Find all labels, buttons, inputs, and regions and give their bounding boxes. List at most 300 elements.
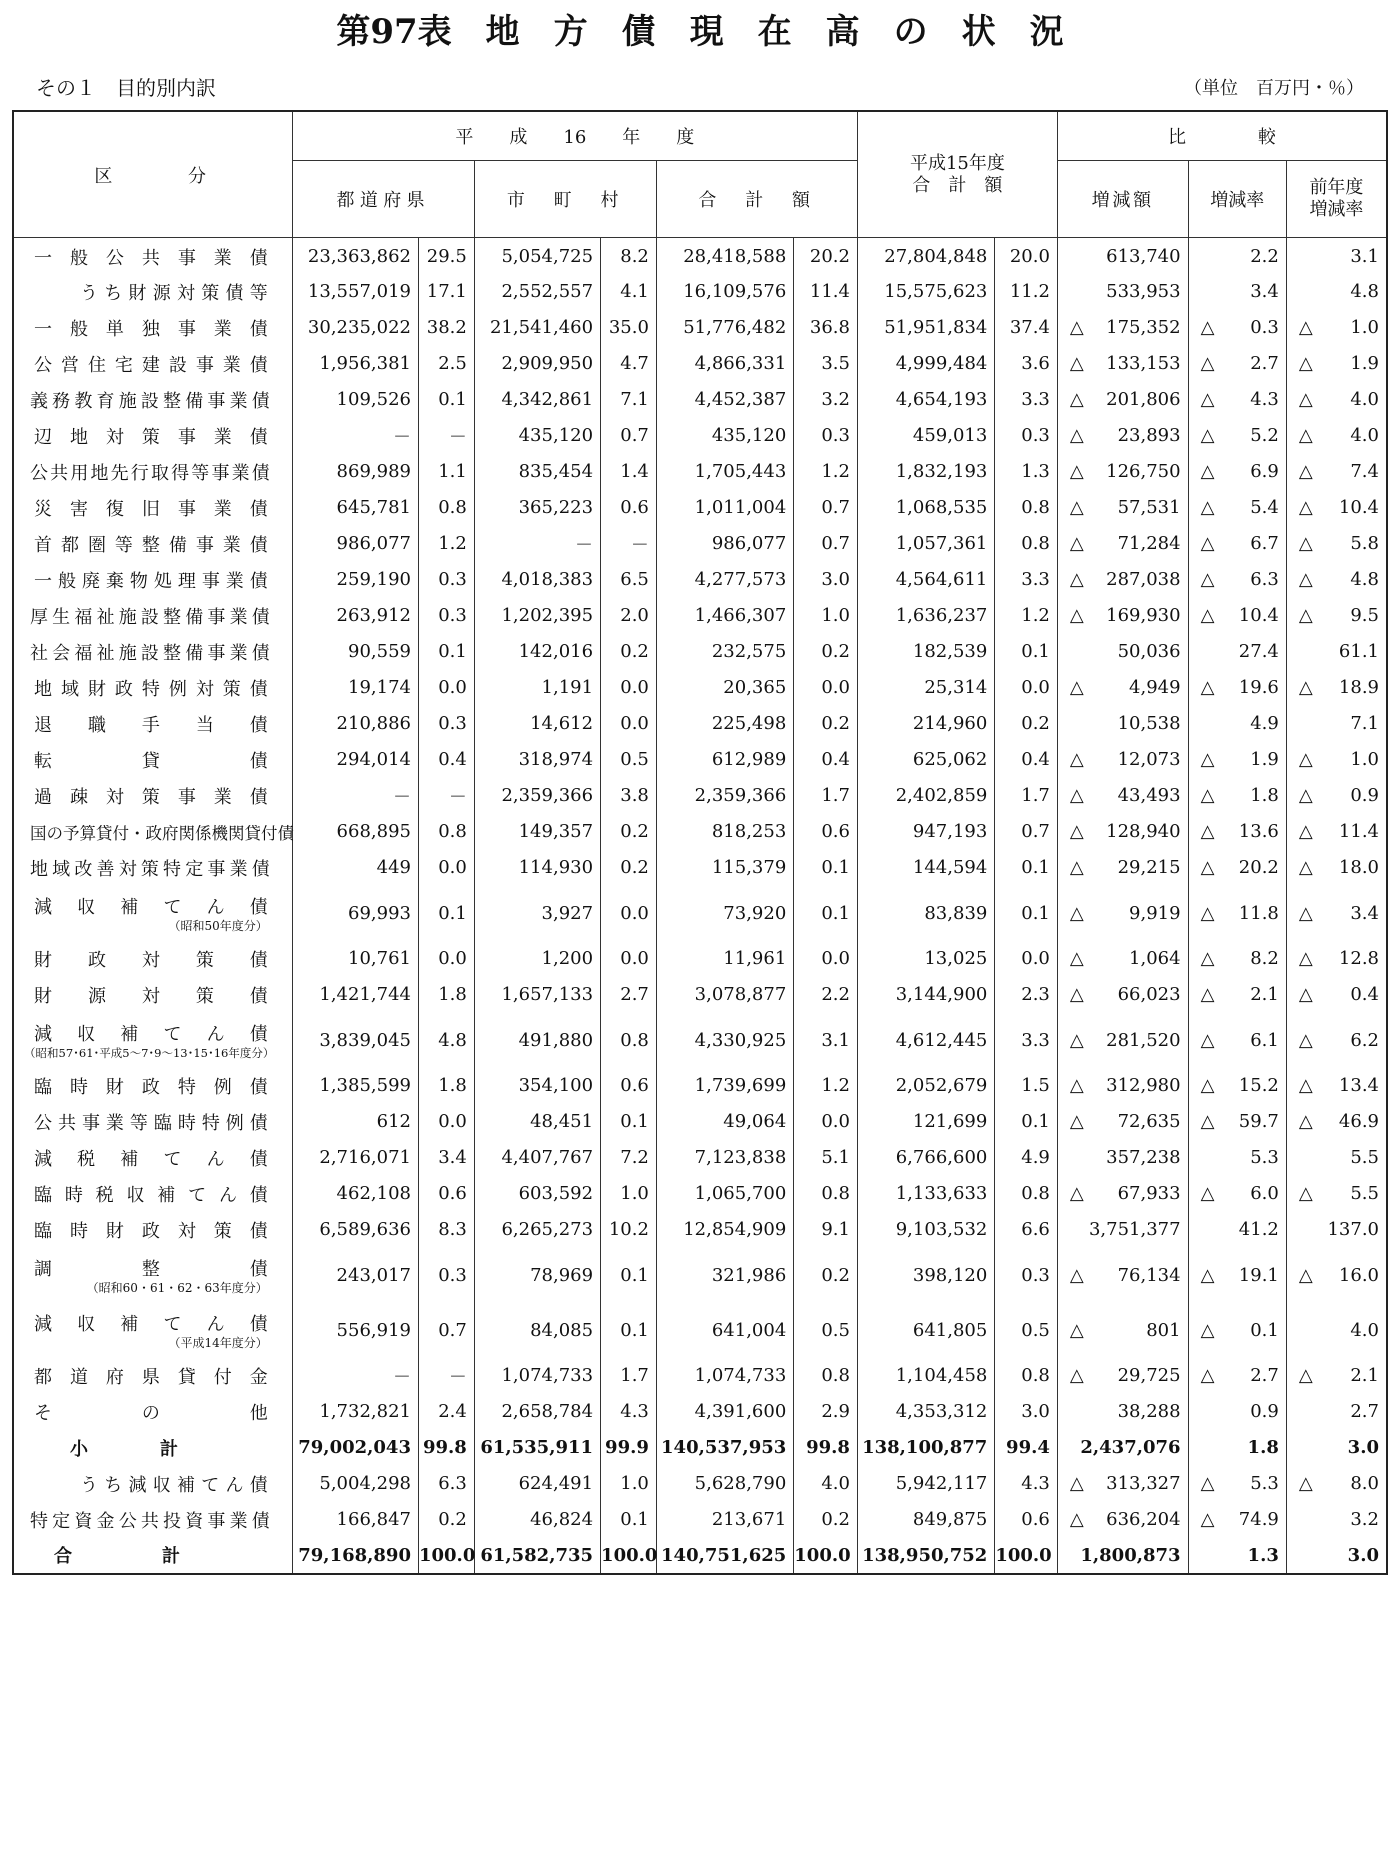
cell-total: 1,011,004 xyxy=(656,490,793,526)
negative-mark: △ xyxy=(1069,1075,1084,1096)
cell-pref-pct: 0.1 xyxy=(418,886,474,941)
negative-mark: △ xyxy=(1200,605,1215,626)
negative-value: 133,153 xyxy=(1106,353,1181,374)
cell-total: 16,109,576 xyxy=(656,274,793,310)
cell-prev-pct: 37.4 xyxy=(995,310,1058,346)
cell-pref: 69,993 xyxy=(292,886,418,941)
table-row xyxy=(13,1430,1387,1466)
cell-prev: 849,875 xyxy=(857,1502,994,1538)
negative-mark: △ xyxy=(1200,1111,1215,1132)
cell-prev: 9,103,532 xyxy=(857,1212,994,1248)
table-row xyxy=(13,1248,1387,1303)
row-label: 一般単独事業債 xyxy=(13,310,292,346)
negative-value: 76,134 xyxy=(1117,1264,1181,1286)
cell-prev-rate: 2.7 xyxy=(1286,1394,1387,1430)
negative-value: 6.3 xyxy=(1250,569,1279,590)
row-label-note: （昭和57･61･平成5～7･9～13･15･16年度分） xyxy=(24,1046,275,1060)
cell-pref: 30,235,022 xyxy=(292,310,418,346)
cell-prev-rate xyxy=(1286,1248,1387,1303)
negative-mark: △ xyxy=(1069,984,1084,1005)
cell-pref-pct: 0.8 xyxy=(418,814,474,850)
negative-value: 6.7 xyxy=(1250,533,1279,554)
cell-prev-rate: 137.0 xyxy=(1286,1212,1387,1248)
cell-total: 1,466,307 xyxy=(656,598,793,634)
cell-prev-pct: 0.0 xyxy=(995,941,1058,977)
cell-total: 4,330,925 xyxy=(656,1013,793,1068)
cell-diff: 533,953 xyxy=(1057,274,1188,310)
cell-muni-pct: 2.7 xyxy=(601,977,657,1013)
cell-muni-pct: 35.0 xyxy=(601,310,657,346)
negative-mark: △ xyxy=(1069,533,1084,554)
cell-muni-pct: 0.1 xyxy=(601,1502,657,1538)
table-row xyxy=(13,670,1387,706)
cell-total: 435,120 xyxy=(656,418,793,454)
negative-value: 66,023 xyxy=(1117,984,1181,1005)
cell-rate xyxy=(1188,977,1286,1013)
negative-value: 46.9 xyxy=(1338,1111,1379,1132)
negative-value: 10.4 xyxy=(1238,605,1279,626)
cell-muni: 491,880 xyxy=(474,1013,600,1068)
negative-mark: △ xyxy=(1069,902,1084,924)
cell-rate: 3.4 xyxy=(1188,274,1286,310)
cell-pref: 645,781 xyxy=(292,490,418,526)
row-label-main: 減収補てん債 xyxy=(34,1314,268,1335)
negative-mark: △ xyxy=(1298,821,1313,842)
cell-pref: 556,919 xyxy=(292,1303,418,1358)
cell-total-pct: 2.2 xyxy=(794,977,858,1013)
negative-value: 5.4 xyxy=(1250,497,1279,518)
negative-mark: △ xyxy=(1298,389,1313,410)
cell-prev-rate: 3.2 xyxy=(1286,1502,1387,1538)
cell-muni: 2,909,950 xyxy=(474,346,600,382)
cell-diff xyxy=(1057,562,1188,598)
cell-pref-pct: 0.8 xyxy=(418,490,474,526)
cell-pref: 1,421,744 xyxy=(292,977,418,1013)
cell-prev-pct: 0.1 xyxy=(995,634,1058,670)
header-change: 増減額 xyxy=(1057,161,1188,238)
cell-muni-pct: 7.1 xyxy=(601,382,657,418)
cell-pref-pct: 0.3 xyxy=(418,598,474,634)
cell-prev-pct: 0.1 xyxy=(995,886,1058,941)
table-row xyxy=(13,1538,1387,1574)
cell-diff xyxy=(1057,418,1188,454)
negative-mark: △ xyxy=(1298,1183,1313,1204)
negative-mark: △ xyxy=(1200,353,1215,374)
cell-pref-pct: 1.8 xyxy=(418,1068,474,1104)
cell-muni-pct: 0.2 xyxy=(601,850,657,886)
cell-rate xyxy=(1188,886,1286,941)
negative-value: 16.0 xyxy=(1338,1264,1379,1286)
cell-prev-pct: 0.5 xyxy=(995,1303,1058,1358)
cell-rate xyxy=(1188,346,1286,382)
cell-diff xyxy=(1057,814,1188,850)
cell-total: 5,628,790 xyxy=(656,1466,793,1502)
negative-mark: △ xyxy=(1200,1473,1215,1494)
negative-value: 2.1 xyxy=(1350,1365,1379,1386)
cell-pref: 869,989 xyxy=(292,454,418,490)
cell-prev-rate xyxy=(1286,490,1387,526)
negative-mark: △ xyxy=(1200,1319,1215,1341)
cell-pref: 79,168,890 xyxy=(292,1538,418,1574)
cell-diff: 38,288 xyxy=(1057,1394,1188,1430)
cell-prev-rate: 61.1 xyxy=(1286,634,1387,670)
cell-pref-pct: 1.1 xyxy=(418,454,474,490)
negative-mark: △ xyxy=(1069,569,1084,590)
cell-total-pct: 3.1 xyxy=(794,1013,858,1068)
cell-total-pct: 0.8 xyxy=(794,1176,858,1212)
negative-value: 7.4 xyxy=(1350,461,1379,482)
negative-mark: △ xyxy=(1298,1473,1313,1494)
table-row xyxy=(13,706,1387,742)
negative-mark: △ xyxy=(1298,1365,1313,1386)
cell-total: 232,575 xyxy=(656,634,793,670)
negative-value: 2.7 xyxy=(1250,353,1279,374)
cell-prev: 27,804,848 xyxy=(857,238,994,274)
cell-muni: － xyxy=(474,526,600,562)
row-label: 一般公共事業債 xyxy=(13,238,292,274)
cell-muni-pct: 1.7 xyxy=(601,1358,657,1394)
cell-diff xyxy=(1057,977,1188,1013)
cell-diff: 2,437,076 xyxy=(1057,1430,1188,1466)
cell-prev-pct: 11.2 xyxy=(995,274,1058,310)
cell-prev: 13,025 xyxy=(857,941,994,977)
cell-diff xyxy=(1057,1013,1188,1068)
negative-mark: △ xyxy=(1298,497,1313,518)
unit-note: （単位 百万円・％） xyxy=(1184,78,1364,99)
cell-total: 20,365 xyxy=(656,670,793,706)
table-row xyxy=(13,1358,1387,1394)
negative-value: 4,949 xyxy=(1129,677,1181,698)
cell-muni-pct: 0.0 xyxy=(601,706,657,742)
negative-value: 1.8 xyxy=(1250,785,1279,806)
cell-rate xyxy=(1188,670,1286,706)
cell-rate xyxy=(1188,814,1286,850)
negative-value: 43,493 xyxy=(1117,785,1181,806)
cell-muni: 4,342,861 xyxy=(474,382,600,418)
cell-prev-rate: 3.0 xyxy=(1286,1430,1387,1466)
cell-prev-rate xyxy=(1286,941,1387,977)
cell-total: 2,359,366 xyxy=(656,778,793,814)
cell-total: 49,064 xyxy=(656,1104,793,1140)
cell-total-pct: 11.4 xyxy=(794,274,858,310)
cell-pref-pct: 17.1 xyxy=(418,274,474,310)
negative-mark: △ xyxy=(1069,1029,1084,1051)
cell-total: 4,866,331 xyxy=(656,346,793,382)
negative-mark: △ xyxy=(1069,425,1084,446)
cell-total-pct: 0.1 xyxy=(794,886,858,941)
cell-prev: 1,104,458 xyxy=(857,1358,994,1394)
cell-muni-pct: 0.0 xyxy=(601,941,657,977)
cell-prev-rate xyxy=(1286,454,1387,490)
cell-pref-pct: 0.4 xyxy=(418,742,474,778)
cell-prev-rate xyxy=(1286,886,1387,941)
row-label xyxy=(13,886,292,941)
table-row xyxy=(13,1013,1387,1068)
cell-prev-pct: 99.4 xyxy=(995,1430,1058,1466)
cell-prev-pct: 3.0 xyxy=(995,1394,1058,1430)
table-row xyxy=(13,1212,1387,1248)
cell-prev: 15,575,623 xyxy=(857,274,994,310)
row-label-main: 減収補てん債 xyxy=(34,897,268,918)
negative-value: 175,352 xyxy=(1106,317,1181,338)
cell-prev-pct: 0.2 xyxy=(995,706,1058,742)
cell-prev-pct: 3.3 xyxy=(995,562,1058,598)
header-prev-rate-line2: 増減率 xyxy=(1309,199,1364,220)
table-row xyxy=(13,562,1387,598)
negative-mark: △ xyxy=(1200,1264,1215,1286)
cell-total-pct: 36.8 xyxy=(794,310,858,346)
cell-prev-rate xyxy=(1286,310,1387,346)
negative-value: 287,038 xyxy=(1106,569,1181,590)
negative-value: 74.9 xyxy=(1238,1509,1279,1530)
negative-mark: △ xyxy=(1069,948,1084,969)
cell-diff xyxy=(1057,1502,1188,1538)
negative-mark: △ xyxy=(1200,677,1215,698)
cell-muni: 435,120 xyxy=(474,418,600,454)
negative-value: 10.4 xyxy=(1338,497,1379,518)
cell-prev-pct: 0.0 xyxy=(995,670,1058,706)
cell-muni: 354,100 xyxy=(474,1068,600,1104)
cell-pref: 166,847 xyxy=(292,1502,418,1538)
cell-rate xyxy=(1188,1013,1286,1068)
row-label: 臨時税収補てん債 xyxy=(13,1176,292,1212)
cell-pref: － xyxy=(292,418,418,454)
cell-pref: 259,190 xyxy=(292,562,418,598)
row-label xyxy=(13,1248,292,1303)
negative-value: 4.0 xyxy=(1350,389,1379,410)
cell-rate xyxy=(1188,1104,1286,1140)
row-label-main: 減収補てん債 xyxy=(34,1024,268,1045)
cell-muni: 4,018,383 xyxy=(474,562,600,598)
cell-muni: 318,974 xyxy=(474,742,600,778)
cell-rate: 41.2 xyxy=(1188,1212,1286,1248)
negative-value: 1.0 xyxy=(1350,749,1379,770)
cell-total: 51,776,482 xyxy=(656,310,793,346)
negative-mark: △ xyxy=(1298,857,1313,878)
cell-muni-pct: 4.3 xyxy=(601,1394,657,1430)
cell-prev-rate xyxy=(1286,1466,1387,1502)
cell-pref: 3,839,045 xyxy=(292,1013,418,1068)
negative-value: 169,930 xyxy=(1106,605,1181,626)
cell-prev: 25,314 xyxy=(857,670,994,706)
cell-total-pct: 0.4 xyxy=(794,742,858,778)
row-label: 都道府県貸付金 xyxy=(13,1358,292,1394)
cell-diff xyxy=(1057,670,1188,706)
cell-prev-rate xyxy=(1286,850,1387,886)
cell-pref-pct: 0.7 xyxy=(418,1303,474,1358)
negative-mark: △ xyxy=(1200,425,1215,446)
negative-mark: △ xyxy=(1200,902,1215,924)
cell-pref: 79,002,043 xyxy=(292,1430,418,1466)
cell-pref: 6,589,636 xyxy=(292,1212,418,1248)
cell-total-pct: 5.1 xyxy=(794,1140,858,1176)
cell-total-pct: 0.7 xyxy=(794,490,858,526)
negative-mark: △ xyxy=(1200,984,1215,1005)
cell-diff xyxy=(1057,346,1188,382)
negative-mark: △ xyxy=(1069,821,1084,842)
negative-value: 9.5 xyxy=(1350,605,1379,626)
table-row xyxy=(13,1394,1387,1430)
row-label: 過疎対策事業債 xyxy=(13,778,292,814)
row-label-main: 調整債 xyxy=(34,1259,268,1280)
cell-pref-pct: 0.0 xyxy=(418,941,474,977)
negative-value: 312,980 xyxy=(1106,1075,1181,1096)
cell-muni-pct: 0.6 xyxy=(601,1068,657,1104)
negative-value: 57,531 xyxy=(1117,497,1181,518)
cell-prev-pct: 0.6 xyxy=(995,1502,1058,1538)
cell-pref: 2,716,071 xyxy=(292,1140,418,1176)
cell-pref-pct: 8.3 xyxy=(418,1212,474,1248)
table-row xyxy=(13,778,1387,814)
cell-muni: 365,223 xyxy=(474,490,600,526)
negative-value: 6.0 xyxy=(1250,1183,1279,1204)
cell-diff xyxy=(1057,742,1188,778)
negative-mark: △ xyxy=(1069,317,1084,338)
cell-diff xyxy=(1057,526,1188,562)
cell-total-pct: 1.7 xyxy=(794,778,858,814)
negative-value: 11.4 xyxy=(1338,821,1379,842)
cell-muni: 2,658,784 xyxy=(474,1394,600,1430)
cell-total-pct: 0.2 xyxy=(794,1502,858,1538)
cell-total-pct: 3.2 xyxy=(794,382,858,418)
negative-value: 636,204 xyxy=(1106,1509,1181,1530)
cell-total: 140,751,625 xyxy=(656,1538,793,1574)
cell-muni-pct: 0.6 xyxy=(601,490,657,526)
negative-mark: △ xyxy=(1200,533,1215,554)
cell-total-pct: 0.2 xyxy=(794,1248,858,1303)
cell-prev: 2,052,679 xyxy=(857,1068,994,1104)
cell-muni-pct: 10.2 xyxy=(601,1212,657,1248)
cell-prev: 398,120 xyxy=(857,1248,994,1303)
cell-pref-pct: 0.3 xyxy=(418,1248,474,1303)
cell-muni-pct: 0.8 xyxy=(601,1013,657,1068)
cell-prev: 1,832,193 xyxy=(857,454,994,490)
cell-prev-pct: 0.8 xyxy=(995,1358,1058,1394)
table-row xyxy=(13,382,1387,418)
cell-total-pct: 99.8 xyxy=(794,1430,858,1466)
negative-mark: △ xyxy=(1200,1183,1215,1204)
cell-muni-pct: 8.2 xyxy=(601,238,657,274)
negative-mark: △ xyxy=(1069,857,1084,878)
cell-pref-pct: 4.8 xyxy=(418,1013,474,1068)
row-label: うち減収補てん債 xyxy=(13,1466,292,1502)
cell-pref-pct: 1.2 xyxy=(418,526,474,562)
cell-rate: 2.2 xyxy=(1188,238,1286,274)
cell-rate: 1.3 xyxy=(1188,1538,1286,1574)
negative-value: 59.7 xyxy=(1238,1111,1279,1132)
negative-mark: △ xyxy=(1298,605,1313,626)
negative-value: 18.9 xyxy=(1338,677,1379,698)
cell-prev-rate xyxy=(1286,778,1387,814)
row-label xyxy=(13,1013,292,1068)
negative-mark: △ xyxy=(1200,389,1215,410)
cell-prev-rate xyxy=(1286,382,1387,418)
row-label: 減税補てん債 xyxy=(13,1140,292,1176)
cell-total: 321,986 xyxy=(656,1248,793,1303)
cell-prev-pct: 1.7 xyxy=(995,778,1058,814)
negative-mark: △ xyxy=(1200,569,1215,590)
cell-diff xyxy=(1057,1358,1188,1394)
negative-mark: △ xyxy=(1200,317,1215,338)
cell-diff: 50,036 xyxy=(1057,634,1188,670)
table-row xyxy=(13,418,1387,454)
cell-muni: 1,200 xyxy=(474,941,600,977)
cell-prev-rate xyxy=(1286,814,1387,850)
cell-diff xyxy=(1057,454,1188,490)
cell-diff xyxy=(1057,941,1188,977)
negative-value: 13.4 xyxy=(1338,1075,1379,1096)
cell-rate xyxy=(1188,1176,1286,1212)
header-change-rate: 増減率 xyxy=(1188,161,1286,238)
cell-pref-pct: 100.0 xyxy=(418,1538,474,1574)
cell-muni: 5,054,725 xyxy=(474,238,600,274)
cell-prev-rate xyxy=(1286,1104,1387,1140)
row-label xyxy=(13,1303,292,1358)
cell-total: 213,671 xyxy=(656,1502,793,1538)
cell-total: 3,078,877 xyxy=(656,977,793,1013)
negative-value: 4.8 xyxy=(1350,569,1379,590)
cell-muni: 3,927 xyxy=(474,886,600,941)
cell-total-pct: 1.0 xyxy=(794,598,858,634)
cell-rate xyxy=(1188,1466,1286,1502)
table-row xyxy=(13,1466,1387,1502)
row-label: 転貸債 xyxy=(13,742,292,778)
header-fy15-line1: 平成15年度 xyxy=(909,152,1005,174)
cell-pref: 90,559 xyxy=(292,634,418,670)
row-label: うち財源対策債等 xyxy=(13,274,292,310)
cell-muni-pct: － xyxy=(601,526,657,562)
cell-total: 7,123,838 xyxy=(656,1140,793,1176)
cell-total-pct: 0.1 xyxy=(794,850,858,886)
negative-mark: △ xyxy=(1200,1075,1215,1096)
cell-pref-pct: 0.0 xyxy=(418,670,474,706)
table-row xyxy=(13,490,1387,526)
negative-mark: △ xyxy=(1298,1264,1313,1286)
cell-total-pct: 0.2 xyxy=(794,706,858,742)
cell-pref: 23,363,862 xyxy=(292,238,418,274)
cell-pref: 1,385,599 xyxy=(292,1068,418,1104)
cell-prev: 459,013 xyxy=(857,418,994,454)
cell-pref-pct: 0.1 xyxy=(418,382,474,418)
negative-mark: △ xyxy=(1298,948,1313,969)
cell-total-pct: 100.0 xyxy=(794,1538,858,1574)
negative-mark: △ xyxy=(1298,677,1313,698)
negative-value: 3.4 xyxy=(1350,902,1379,924)
cell-total-pct: 0.5 xyxy=(794,1303,858,1358)
negative-value: 201,806 xyxy=(1106,389,1181,410)
cell-total-pct: 9.1 xyxy=(794,1212,858,1248)
cell-diff xyxy=(1057,886,1188,941)
cell-prev: 947,193 xyxy=(857,814,994,850)
cell-total: 986,077 xyxy=(656,526,793,562)
negative-mark: △ xyxy=(1298,749,1313,770)
table-row xyxy=(13,814,1387,850)
table-row xyxy=(13,346,1387,382)
negative-mark: △ xyxy=(1069,1365,1084,1386)
cell-prev-rate xyxy=(1286,598,1387,634)
header-prefectures: 都道府県 xyxy=(292,161,474,238)
cell-muni: 2,552,557 xyxy=(474,274,600,310)
cell-prev-rate xyxy=(1286,346,1387,382)
cell-pref: 986,077 xyxy=(292,526,418,562)
row-label: その他 xyxy=(13,1394,292,1430)
cell-prev: 4,612,445 xyxy=(857,1013,994,1068)
table-row xyxy=(13,454,1387,490)
cell-rate xyxy=(1188,1358,1286,1394)
cell-prev-rate: 4.0 xyxy=(1286,1303,1387,1358)
cell-diff xyxy=(1057,490,1188,526)
cell-pref: 449 xyxy=(292,850,418,886)
